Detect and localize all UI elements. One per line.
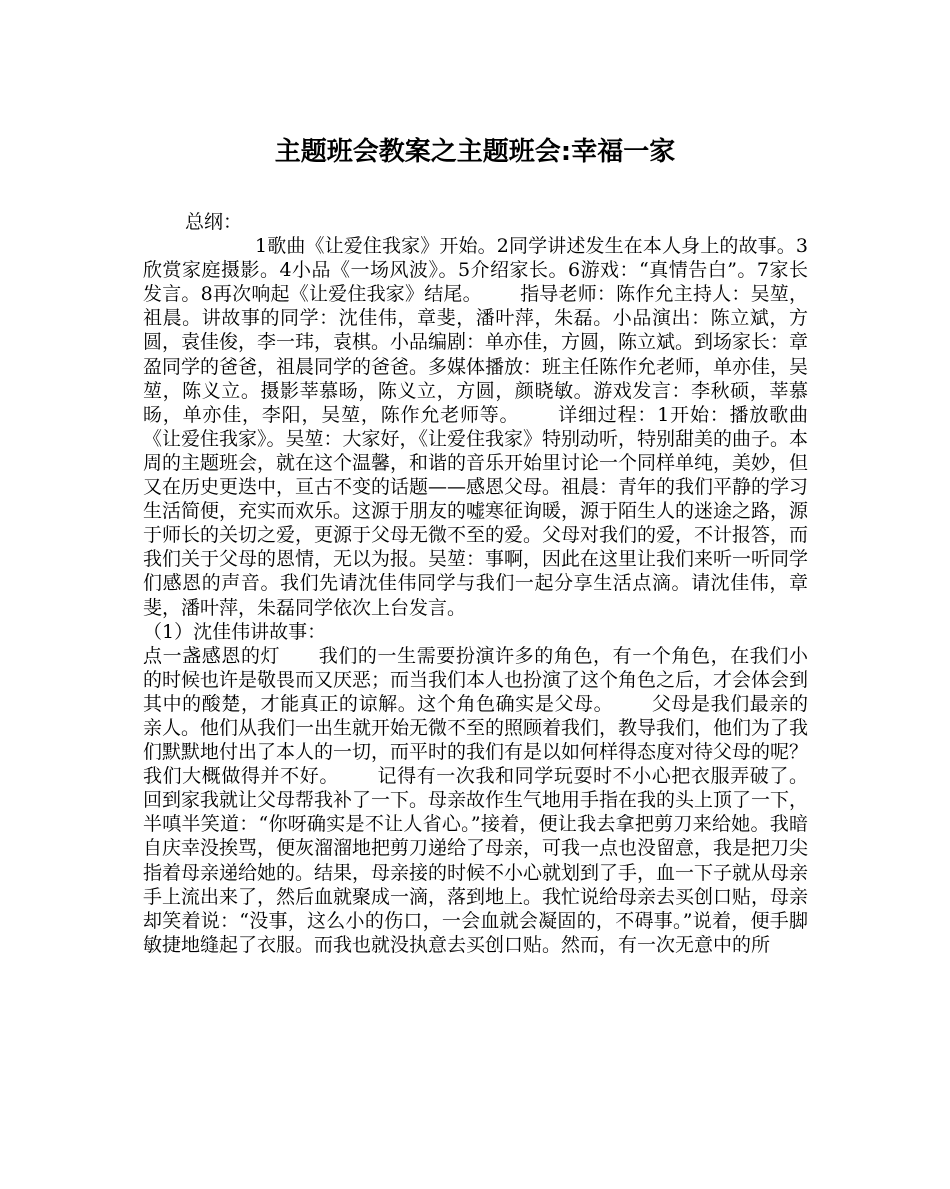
document-body	[143, 210, 808, 957]
story-heading: （1）沈佳伟讲故事：	[143, 620, 327, 643]
story-paragraph-1: 我们的一生需要扮演许多的角色，有一个角色，在我们小的时候也许是敬畏而又厌恶；而当我们本人也扮演了这个角色之后，才会体会到其中的酸楚，才能真正的谅解。这个角色确实是父母。	[143, 644, 809, 715]
story-title: 点一盏感恩的灯	[143, 644, 281, 667]
story-block	[143, 644, 808, 957]
document-title: 主题班会教案之主题班会:幸福一家	[274, 137, 676, 167]
staff-list: 指导老师：陈作允主持人：吴堃，祖晨。讲故事的同学：沈佳伟，章斐，潘叶萍，朱磊。小品演出：陈立斌，方圆，袁佳俊，李一玮，袁棋。小品编剧：单亦佳，方圆，陈立斌。到场家长：章盈同学的爸爸，祖晨同学的爸爸。多媒体播放：班主任陈作允老师，单亦佳，吴堃，陈义立。摄影莘慕旸，陈义立，方圆，颜晓敏。游戏发言：李秋硕，莘慕旸，单亦佳，李阳，吴堃，陈作允老师等。	[143, 283, 809, 426]
program-intro-block	[143, 234, 808, 620]
outline-label: 总纲：	[185, 211, 243, 233]
program-intro: 1歌曲《让爱住我家》开始。2同学讲述发生在本人身上的故事。3欣赏家庭摄影。4小品《一场风波》。5介绍家长。6游戏：“真情告白”。7家长发言。8再次响起《让爱住我家》结尾。	[143, 235, 808, 306]
process-label: 详细过程：	[557, 403, 658, 426]
story-paragraph-2: 父母是我们最亲的亲人。他们从我们一出生就开始无微不至的照顾着我们，教导我们，他们为了我们默默地付出了本人的一切，而平时的我们有是以如何样得态度对待父母的呢？我们大概做得并不好。	[143, 692, 809, 788]
story-paragraph-3: 记得有一次我和同学玩耍时不小心把衣服弄破了。回到家我就让父母帮我补了一下。母亲故作生气地用手指在我的头上顶了一下，半嗔半笑道：“你呀确实是不让人省心。”接着，便让我去拿把剪刀来给她。我暗自庆幸没挨骂，便灰溜溜地把剪刀递给了母亲，可我一点也没留意，我是把刀尖指着母亲递给她的。结果，母亲接的时候不小心就划到了手，血一下子就从母亲手上流出来了，然后血就聚成一滴，落到地上。我忙说给母亲去买创口贴，母亲却笑着说：“没事，这么小的伤口，一会血就会凝固的，不碍事。”说着，便手脚敏捷地缝起了衣服。而我也就没执意去买创口贴。然而，有一次无意中的所	[143, 765, 809, 956]
process-text: 1开始：播放歌曲《让爱住我家》。吴堃：大家好，《让爱住我家》特别动听，特别甜美的曲子。本周的主题班会，就在这个温馨，和谐的音乐开始里讨论一个同样单纯，美妙，但又在历史更迭中，亘古不变的话题——感恩父母。祖晨：青年的我们平静的学习生活简便，充实而欢乐。这源于朋友的嘘寒征询暖，源于陌生人的迷途之路，源于师长的关切之爱，更源于父母无微不至的爱。父母对我们的爱，不计报答，而我们关于父母的恩情，无以为报。吴堃：事啊，因此在这里让我们来听一听同学们感恩的声音。我们先请沈佳伟同学与我们一起分享生活点滴。请沈佳伟，章斐，潘叶萍，朱磊同学依次上台发言。	[143, 403, 809, 619]
